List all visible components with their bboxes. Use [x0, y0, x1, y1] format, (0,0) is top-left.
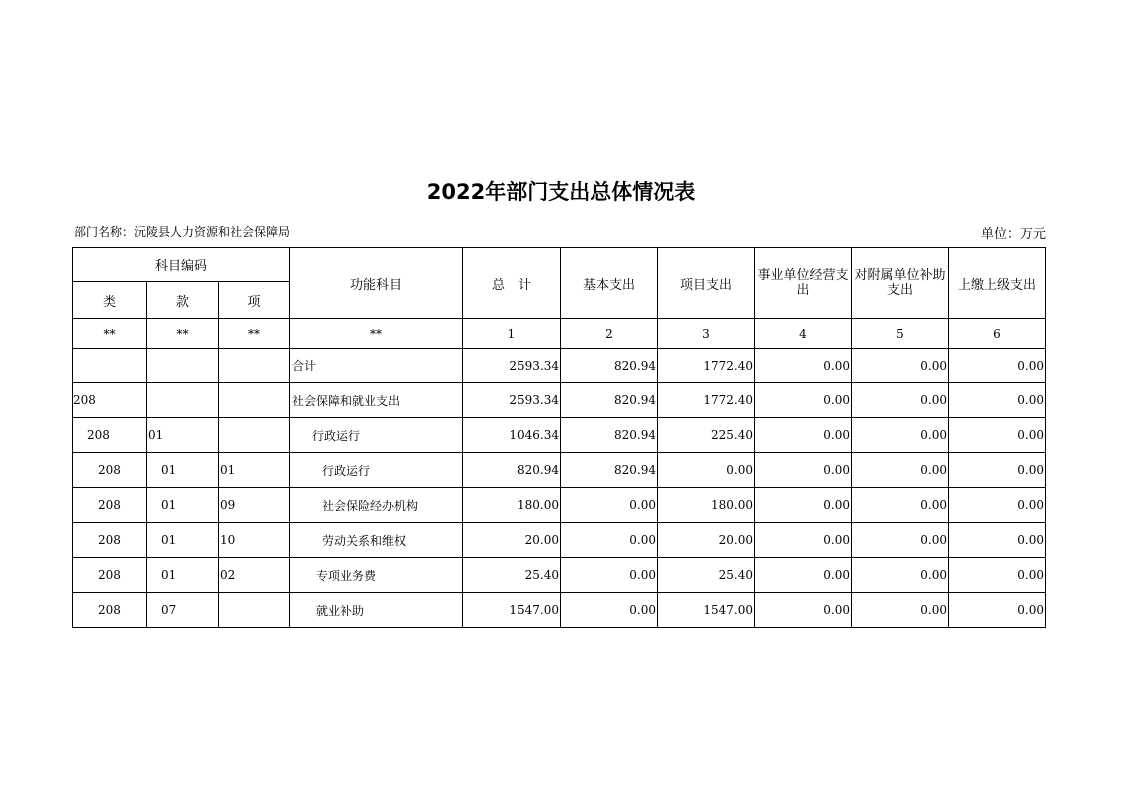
- header-project: 项目支出: [658, 248, 755, 319]
- index-cell: 1: [463, 319, 561, 349]
- cell-lei: 208: [73, 523, 147, 558]
- cell-kuan: 01: [147, 418, 219, 453]
- cell-xiang: [219, 593, 290, 628]
- cell-basic: 820.94: [561, 418, 658, 453]
- cell-upper: 0.00: [949, 349, 1046, 383]
- cell-kuan: 01: [147, 523, 219, 558]
- cell-total: 180.00: [463, 488, 561, 523]
- cell-total: 1547.00: [463, 593, 561, 628]
- cell-subsidy: 0.00: [852, 349, 949, 383]
- cell-business: 0.00: [755, 349, 852, 383]
- cell-xiang: 10: [219, 523, 290, 558]
- table-row: [73, 593, 1046, 628]
- cell-function-subject: 劳动关系和维权: [290, 523, 463, 558]
- cell-subsidy: 0.00: [852, 488, 949, 523]
- cell-subsidy: 0.00: [852, 593, 949, 628]
- cell-kuan: 01: [147, 558, 219, 593]
- cell-upper: 0.00: [949, 418, 1046, 453]
- index-cell: 3: [658, 319, 755, 349]
- cell-upper: 0.00: [949, 558, 1046, 593]
- header-kuan: 款: [147, 282, 219, 319]
- table-row: [73, 488, 1046, 523]
- index-cell: 5: [852, 319, 949, 349]
- cell-upper: 0.00: [949, 488, 1046, 523]
- index-cell: 4: [755, 319, 852, 349]
- cell-kuan: [147, 349, 219, 383]
- cell-subsidy: 0.00: [852, 418, 949, 453]
- cell-project: 25.40: [658, 558, 755, 593]
- table-row: [73, 523, 1046, 558]
- cell-function-subject: 行政运行: [290, 453, 463, 488]
- header-subject-code: 科目编码: [73, 248, 290, 282]
- header-total: 总 计: [463, 248, 561, 319]
- cell-project: 20.00: [658, 523, 755, 558]
- cell-total: 820.94: [463, 453, 561, 488]
- cell-function-subject: 社会保障和就业支出: [290, 383, 463, 418]
- cell-function-subject: 就业补助: [290, 593, 463, 628]
- cell-xiang: 01: [219, 453, 290, 488]
- cell-business: 0.00: [755, 418, 852, 453]
- table-row: [73, 453, 1046, 488]
- table-row: [73, 383, 1046, 418]
- table-row: [73, 349, 1046, 383]
- cell-function-subject: 合计: [290, 349, 463, 383]
- cell-kuan: [147, 383, 219, 418]
- header-business: 事业单位经营支出: [755, 248, 852, 319]
- cell-upper: 0.00: [949, 593, 1046, 628]
- index-cell: 6: [949, 319, 1046, 349]
- cell-xiang: [219, 383, 290, 418]
- cell-lei: 208: [73, 488, 147, 523]
- header-upper: 上缴上级支出: [949, 248, 1046, 319]
- cell-total: 2593.34: [463, 349, 561, 383]
- page-title: 2022年部门支出总体情况表: [426, 180, 696, 204]
- cell-project: 180.00: [658, 488, 755, 523]
- cell-lei: [73, 349, 147, 383]
- cell-kuan: 01: [147, 488, 219, 523]
- department-name: 部门名称：沅陵县人力资源和社会保障局: [74, 225, 291, 239]
- cell-lei: 208: [73, 558, 147, 593]
- header-function-subject: 功能科目: [290, 248, 463, 319]
- header-subsidy: 对附属单位补助支出: [852, 248, 949, 319]
- cell-upper: 0.00: [949, 453, 1046, 488]
- cell-upper: 0.00: [949, 523, 1046, 558]
- cell-total: 20.00: [463, 523, 561, 558]
- cell-project: 1772.40: [658, 383, 755, 418]
- header-lei: 类: [73, 282, 147, 319]
- cell-function-subject: 行政运行: [290, 418, 463, 453]
- index-cell: **: [147, 319, 219, 349]
- cell-lei: 208: [73, 593, 147, 628]
- index-cell: **: [73, 319, 147, 349]
- cell-subsidy: 0.00: [852, 523, 949, 558]
- cell-business: 0.00: [755, 383, 852, 418]
- cell-lei: 208: [73, 453, 147, 488]
- cell-kuan: 01: [147, 453, 219, 488]
- cell-xiang: 09: [219, 488, 290, 523]
- cell-project: 1547.00: [658, 593, 755, 628]
- header-basic: 基本支出: [561, 248, 658, 319]
- cell-business: 0.00: [755, 593, 852, 628]
- cell-lei: 208: [73, 383, 147, 418]
- cell-business: 0.00: [755, 558, 852, 593]
- cell-basic: 820.94: [561, 383, 658, 418]
- index-cell: **: [290, 319, 463, 349]
- cell-business: 0.00: [755, 523, 852, 558]
- cell-xiang: [219, 418, 290, 453]
- table-row: [73, 418, 1046, 453]
- cell-function-subject: 专项业务费: [290, 558, 463, 593]
- cell-project: 1772.40: [658, 349, 755, 383]
- cell-basic: 820.94: [561, 349, 658, 383]
- cell-basic: 0.00: [561, 488, 658, 523]
- cell-basic: 820.94: [561, 453, 658, 488]
- cell-xiang: 02: [219, 558, 290, 593]
- table-row: [73, 558, 1046, 593]
- cell-total: 25.40: [463, 558, 561, 593]
- cell-subsidy: 0.00: [852, 453, 949, 488]
- cell-business: 0.00: [755, 453, 852, 488]
- header-xiang: 项: [219, 282, 290, 319]
- expenditure-table: [72, 247, 1046, 628]
- cell-basic: 0.00: [561, 523, 658, 558]
- cell-total: 2593.34: [463, 383, 561, 418]
- cell-function-subject: 社会保险经办机构: [290, 488, 463, 523]
- cell-upper: 0.00: [949, 383, 1046, 418]
- index-cell: 2: [561, 319, 658, 349]
- cell-project: 225.40: [658, 418, 755, 453]
- cell-basic: 0.00: [561, 593, 658, 628]
- cell-lei: 208: [73, 418, 147, 453]
- cell-subsidy: 0.00: [852, 383, 949, 418]
- cell-project: 0.00: [658, 453, 755, 488]
- unit-label: 单位：万元: [980, 227, 1046, 242]
- index-cell: **: [219, 319, 290, 349]
- cell-basic: 0.00: [561, 558, 658, 593]
- cell-kuan: 07: [147, 593, 219, 628]
- cell-total: 1046.34: [463, 418, 561, 453]
- cell-xiang: [219, 349, 290, 383]
- cell-business: 0.00: [755, 488, 852, 523]
- cell-subsidy: 0.00: [852, 558, 949, 593]
